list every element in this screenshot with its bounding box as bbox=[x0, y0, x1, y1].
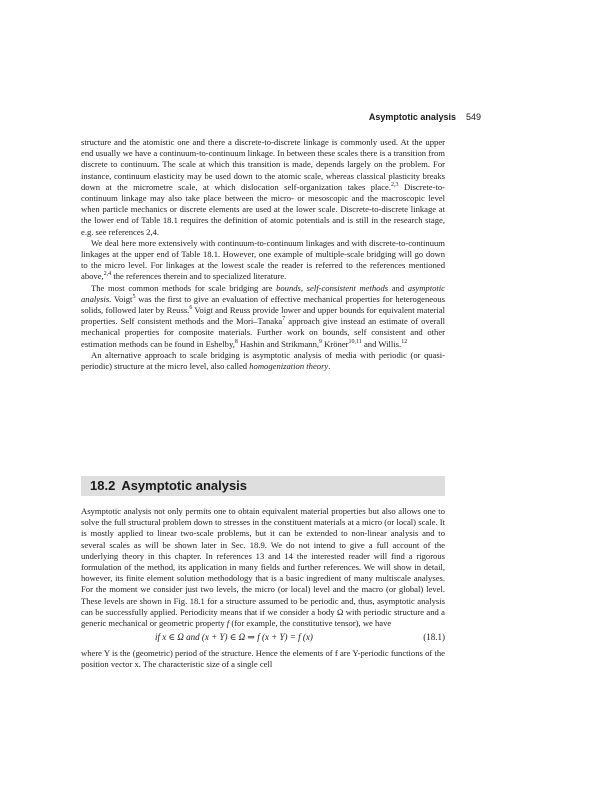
citation-ref: 7 bbox=[282, 316, 286, 323]
section-number: 18.2 bbox=[90, 478, 116, 493]
p3-text: Kröner bbox=[322, 338, 349, 349]
p3-text: Voigt and Reuss provide lower and upper bounds for equivalent material properties. Self consistent methods and the Mori–Tanaka bbox=[81, 305, 445, 327]
emphasis: homogenization theory bbox=[249, 361, 329, 372]
emphasis: bounds, self-consistent methods bbox=[276, 282, 389, 293]
running-title: Asymptotic analysis bbox=[368, 112, 456, 122]
section-heading-bar bbox=[81, 476, 445, 496]
p2-text: We deal here more extensively with continuum-to-continuum linkages and with discrete-to-continuum linkages at the upper end of Table 18.1. However, one example of multiple-scale bridging will go down to the micro level. For linkages at the lowest scale the reader is referred to the references mentioned above, bbox=[81, 237, 445, 282]
equation-body: if x ∈ Ω and (x + Y) ∈ Ω ⇒ f (x + Y) = f (x) bbox=[155, 632, 313, 643]
emphasis: asymptotic analysis bbox=[81, 282, 445, 304]
equation-18-1 bbox=[81, 631, 445, 645]
page-number: 549 bbox=[465, 112, 481, 122]
body-text-top bbox=[81, 137, 445, 372]
citation-ref: 2,3 bbox=[391, 181, 399, 188]
citation-ref: 5 bbox=[132, 293, 136, 300]
equation-label: (18.1) bbox=[423, 632, 445, 643]
p3-text: and Willis. bbox=[361, 338, 402, 349]
p1-text: structure and the atomistic one and there a discrete-to-discrete linkage is commonly used. At the upper end usually we have a continuum-to-continuum linkage. In between these scales there is a transition from discrete to continuum. The scale at which this transition is made, depends largely on the problem. For instance, continuum elasticity may be used down to the atomic scale, whereas classical plasticity breaks down at the micrometre scale, at which dislocation self-organization takes place. bbox=[81, 137, 445, 192]
paragraph-1 bbox=[81, 137, 445, 238]
citation-ref: 8 bbox=[234, 338, 238, 345]
p5-text: Asymptotic analysis not only permits one to obtain equivalent material properties but also allows one to solve the full structural problem down to stresses in the constituent materials at a micro (or local) scale. It is mostly applied to linear two-scale problems, but it can be extended to non-linear analysis and to several scales as will be shown later in Sec. 18.9. We do not intend to give a full account of the underlying theory in this chapter. In references 13 and 14 the interested reader will find a rigorous formulation of the method, its application in many fields and further references. We will show in detail, however, its finite element solution methodology that is a basic ingredient of many multiscale analyses. For the moment we consider just two levels, the micro (or local) level and the macro (or global) level. These levels are shown in Fig. 18.1 for a structure assumed to be periodic and, thus, asymptotic analysis can be successfully applied. Periodicity means that if we consider a body Ω with periodic structure and a generic mechanical or geometric property bbox=[81, 506, 445, 629]
p3-text: approach give instead an estimate of overall mechanical properties for composite materials. Further work on bounds, self consistent and other estimation methods can be found in Eshelby, bbox=[81, 316, 445, 349]
citation-ref: 2,4 bbox=[103, 271, 112, 278]
running-header bbox=[369, 112, 481, 122]
paragraph-2 bbox=[81, 238, 445, 283]
p1-text-2: Discrete-to-continuum linkage may also take place between the micro- or mesoscopic and the macroscopic level when particle mechanics or discrete elements are used at the lower scale. Discrete-to-discrete linkage at the lower end of Table 18.1 requires the definition of atomic potentials and is still in the research stage, e.g. see references 2,4. bbox=[81, 181, 445, 237]
p5-text: (for example, the constitutive tensor), we have bbox=[229, 618, 392, 629]
p4-text: . bbox=[328, 361, 331, 372]
p3-text: . Voigt bbox=[109, 293, 133, 304]
p6-text: where Y is the (geometric) period of the structure. Hence the elements of f are Y-periodic functions of the position vector x. The characteristic size of a single cell bbox=[81, 648, 445, 670]
emphasis: f bbox=[226, 618, 230, 629]
p4-text: An alternative approach to scale bridging is asymptotic analysis of media with periodic (or quasi-periodic) structure at the micro level, also called bbox=[81, 349, 445, 372]
p3-text: Hashin and Strikmann, bbox=[237, 338, 320, 349]
body-text-bottom bbox=[81, 506, 445, 671]
p3-text: and bbox=[388, 282, 408, 293]
citation-ref: 9 bbox=[319, 338, 323, 345]
p3-text: was the first to give an evaluation of effective mechanical properties for heterogeneous solids, followed later by Reuss. bbox=[81, 293, 446, 316]
paragraph-3 bbox=[81, 283, 445, 350]
p2-text-2: the references therein and to specialized literature. bbox=[111, 271, 287, 282]
section-heading bbox=[90, 478, 247, 493]
paragraph-6 bbox=[81, 648, 445, 670]
section-title: Asymptotic analysis bbox=[121, 478, 248, 493]
citation-ref: 10,11 bbox=[348, 338, 362, 345]
paragraph-4 bbox=[81, 350, 445, 372]
citation-ref: 12 bbox=[401, 338, 408, 345]
citation-ref: 6 bbox=[189, 305, 193, 312]
p3-text: The most common methods for scale bridging are bbox=[91, 282, 277, 293]
paragraph-5 bbox=[81, 506, 445, 629]
